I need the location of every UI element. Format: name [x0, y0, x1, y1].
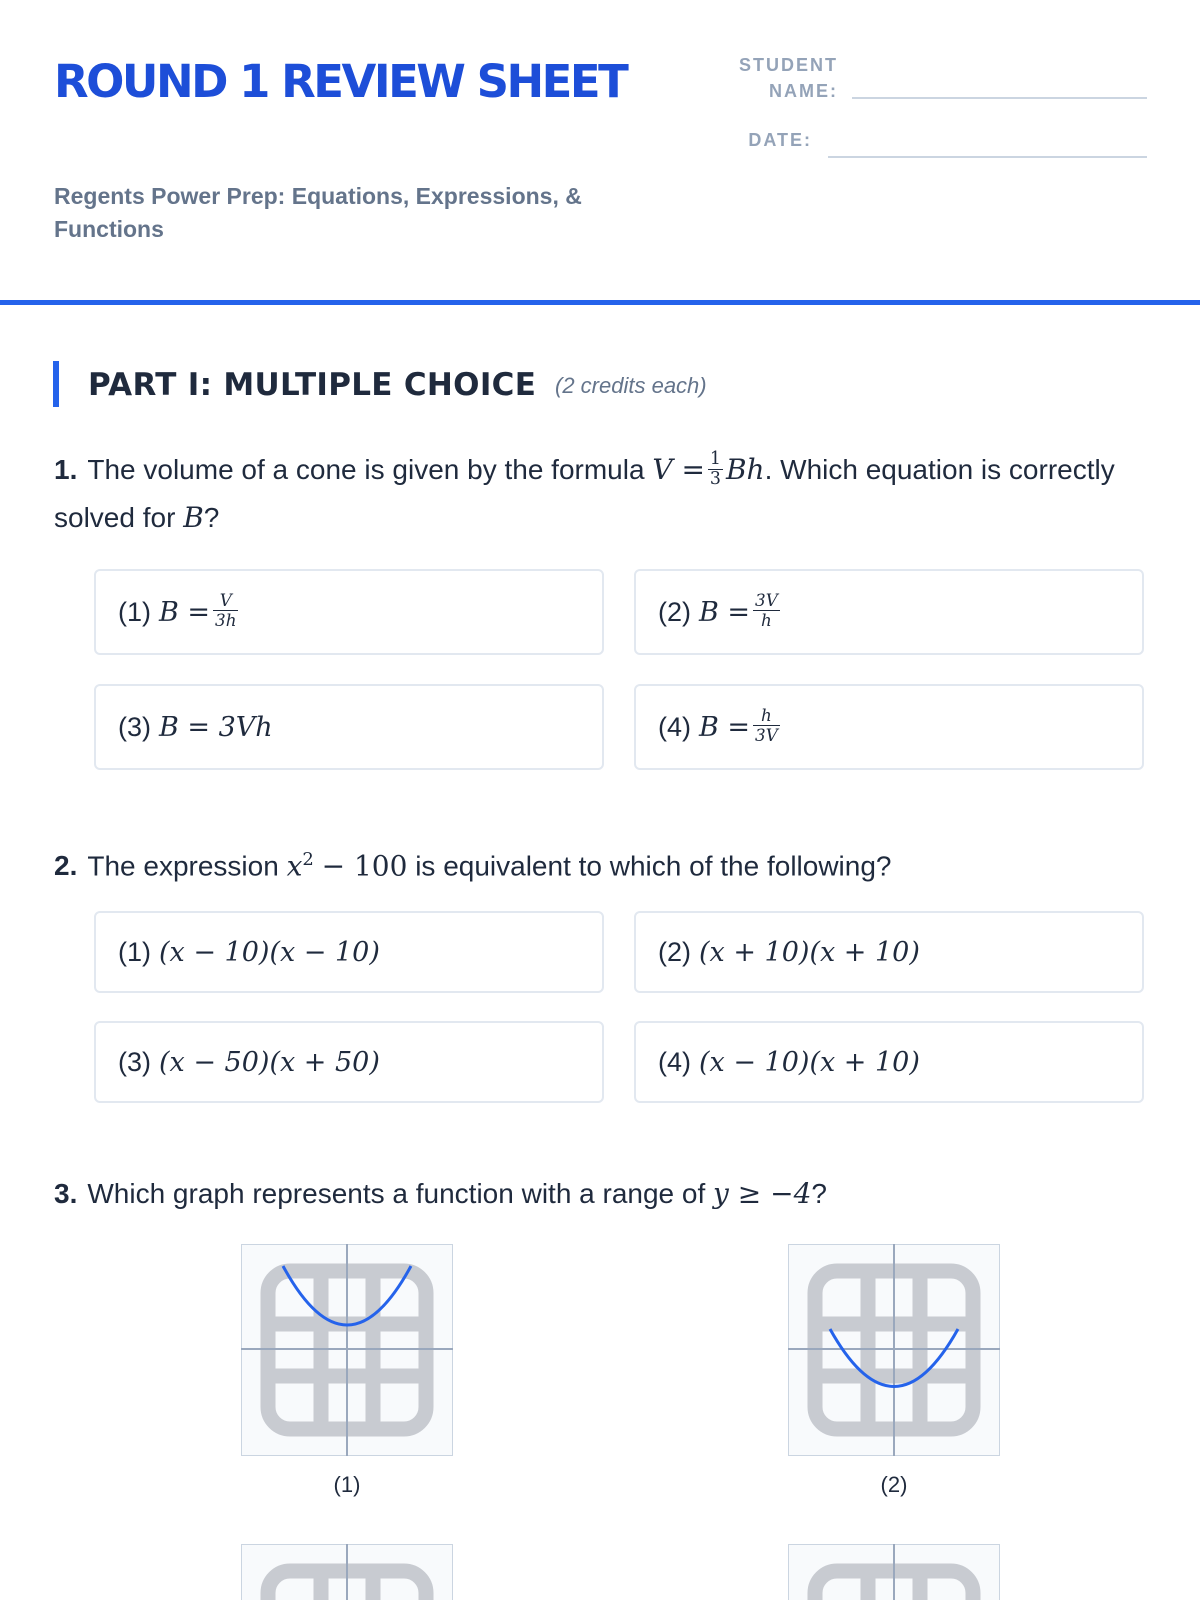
- graph-option-4[interactable]: [788, 1544, 1000, 1600]
- worksheet-header: [0, 0, 1200, 300]
- section-accent-bar: [53, 361, 59, 407]
- q1-choice-2[interactable]: (2) B = $\frac{3V}{h}$: [634, 569, 1144, 655]
- question-text: Which graph represents a function with a range of: [87, 1178, 706, 1209]
- page-title: ROUND 1 REVIEW SHEET: [54, 55, 627, 108]
- formula-rhs: Bh: [725, 453, 765, 486]
- graph-option-3[interactable]: [241, 1544, 453, 1600]
- date-line[interactable]: [828, 156, 1147, 158]
- q2-choice-3[interactable]: (3) (x − 50)(x + 50): [94, 1021, 604, 1103]
- question-3: 3. Which graph represents a function with a range of y ≥ −4?: [54, 1177, 827, 1210]
- question-2: 2. The expression $x^2 - 100$ is equivalent to which of the following?: [54, 849, 892, 883]
- section-title: PART I: MULTIPLE CHOICE: [88, 367, 537, 403]
- q1-choice-4[interactable]: (4) B = $\frac{h}{3V}$: [634, 684, 1144, 770]
- graph-option-2-label: (2): [880, 1472, 908, 1497]
- question-1: 1. The volume of a cone is given by the formula V = $\frac{1}{3}$ Bh. Which equation is correctly solved for B?: [54, 449, 1115, 534]
- date-label: DATE:: [748, 130, 812, 150]
- student-name-label: STUDENT NAME:: [739, 55, 838, 101]
- question-number: 2.: [54, 850, 78, 882]
- q2-choice-1[interactable]: (1) (x − 10)(x − 10): [94, 911, 604, 993]
- question-number: 3.: [54, 1178, 78, 1209]
- header-divider: [0, 300, 1200, 305]
- q1-choice-1[interactable]: (1) B = $\frac{V}{3h}$: [94, 569, 604, 655]
- q2-choice-2[interactable]: (2) (x + 10)(x + 10): [634, 911, 1144, 993]
- student-name-line[interactable]: [852, 97, 1147, 99]
- page-subtitle: Regents Power Prep: Equations, Expressions, & Functions: [54, 183, 582, 242]
- solve-variable: B: [183, 501, 204, 534]
- graph-option-1[interactable]: [241, 1244, 453, 1456]
- q2-choice-4[interactable]: (4) (x − 10)(x + 10): [634, 1021, 1144, 1103]
- question-number: 1.: [54, 454, 78, 485]
- section-credits-note: (2 credits each): [555, 373, 707, 398]
- formula-fraction: $\frac{1}{3}$: [709, 449, 721, 490]
- question-text-continued: is equivalent to which of the following?: [415, 850, 892, 882]
- formula-lhs: V =: [652, 453, 705, 486]
- question-text-continued: . Which equation is correctly solved for: [54, 454, 1115, 533]
- question-text: The volume of a cone is given by the formula: [87, 454, 645, 485]
- q1-choice-3[interactable]: (3) B = 3Vh: [94, 684, 604, 770]
- graph-option-1-label: (1): [333, 1472, 361, 1497]
- graph-option-2[interactable]: [788, 1244, 1000, 1456]
- question-text: The expression: [87, 850, 279, 882]
